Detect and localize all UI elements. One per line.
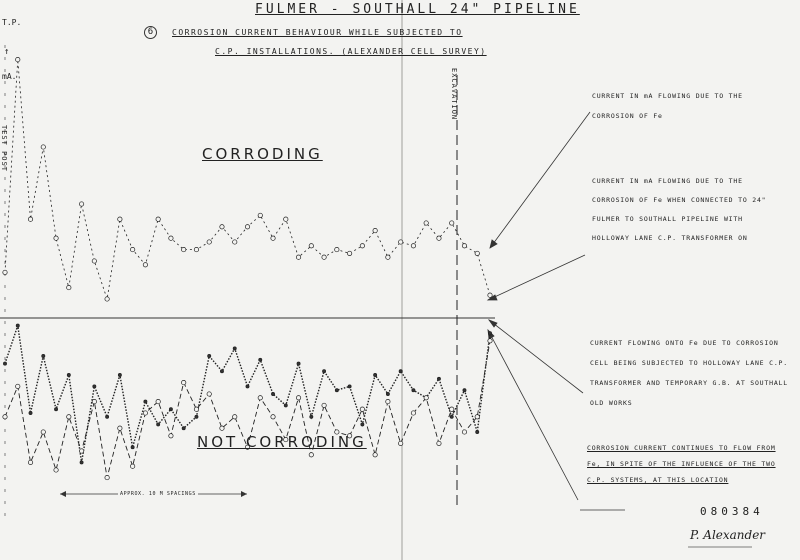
page-title: FULMER - SOUTHALL 24" PIPELINE bbox=[255, 2, 580, 17]
series-2-point bbox=[476, 430, 479, 433]
series-3-point bbox=[169, 434, 173, 438]
series-3-point bbox=[271, 415, 275, 419]
series-1-point bbox=[258, 213, 262, 217]
series-2-point bbox=[29, 411, 32, 414]
series-2-point bbox=[106, 415, 109, 418]
subtitle-line-2: C.P. INSTALLATIONS. (ALEXANDER CELL SURVEY) bbox=[215, 47, 487, 56]
series-1-point bbox=[373, 228, 377, 232]
series-1-point bbox=[271, 236, 275, 240]
series-3-line bbox=[5, 341, 490, 478]
region-label-not-corroding: NOT CORRODING bbox=[197, 433, 367, 451]
series-3-point bbox=[54, 468, 58, 472]
y-axis-unit: mA. bbox=[2, 72, 17, 81]
series-3-point bbox=[309, 453, 313, 457]
series-1-point bbox=[194, 247, 198, 251]
leader-arrow-4 bbox=[488, 330, 578, 500]
series-3-point bbox=[258, 396, 262, 400]
leader-arrows bbox=[488, 112, 590, 500]
series-1-point bbox=[284, 217, 288, 221]
x-scale-arrowhead-right bbox=[241, 491, 247, 497]
series-2-point bbox=[412, 389, 415, 392]
y-axis-up-arrow: ↑ bbox=[4, 47, 10, 57]
series-2-point bbox=[208, 354, 211, 357]
series-1-point bbox=[181, 247, 185, 251]
series-1-point bbox=[386, 255, 390, 259]
series-2-point bbox=[42, 354, 45, 357]
x-scale-label: APPROX. 10 M SPACINGS bbox=[120, 491, 196, 497]
series-1-point bbox=[220, 225, 224, 229]
note-1: CURRENT IN mA FLOWING DUE TO THE CORROSION OF Fe bbox=[592, 92, 743, 120]
series-3-point bbox=[398, 441, 402, 445]
series-3-point bbox=[156, 399, 160, 403]
series-1-point bbox=[398, 240, 402, 244]
series-2-point bbox=[144, 400, 147, 403]
series-3-point bbox=[450, 407, 454, 411]
series-3-point bbox=[424, 396, 428, 400]
series-3-point bbox=[360, 407, 364, 411]
series-2-point bbox=[67, 373, 70, 376]
series-2-point bbox=[54, 408, 57, 411]
note-3: CURRENT FLOWING ONTO Fe DUE TO CORROSION CELL BEING SUBJECTED TO HOLLOWAY LANE C.P. TRANSFORMER AND TEMPORARY G.B. AT SOUTHALL OLD WORKS bbox=[590, 339, 788, 407]
leader-arrowhead-3 bbox=[489, 320, 497, 327]
series-2-point bbox=[399, 370, 402, 373]
series-2-point bbox=[93, 385, 96, 388]
series-1-point bbox=[322, 255, 326, 259]
series-layer bbox=[3, 57, 492, 479]
subtitle-line-1: CORROSION CURRENT BEHAVIOUR WHILE SUBJECTED TO bbox=[172, 28, 463, 37]
series-1-point bbox=[92, 259, 96, 263]
series-1-point bbox=[245, 225, 249, 229]
series-3-point bbox=[67, 415, 71, 419]
series-1-point bbox=[28, 217, 32, 221]
series-3-point bbox=[373, 453, 377, 457]
series-1-point bbox=[309, 244, 313, 248]
series-2-point bbox=[284, 404, 287, 407]
series-2-point bbox=[220, 370, 223, 373]
series-2-point bbox=[182, 427, 185, 430]
series-2-point bbox=[195, 415, 198, 418]
series-2-point bbox=[374, 373, 377, 376]
series-3-point bbox=[437, 441, 441, 445]
series-2-point bbox=[246, 385, 249, 388]
series-2-point bbox=[348, 385, 351, 388]
series-1-point bbox=[360, 244, 364, 248]
series-3-point bbox=[296, 396, 300, 400]
series-1-point bbox=[143, 263, 147, 267]
series-1-line bbox=[5, 60, 490, 299]
series-1-point bbox=[118, 217, 122, 221]
series-2-point bbox=[335, 389, 338, 392]
note-4: CORROSION CURRENT CONTINUES TO FLOW FROM Fe, IN SPITE OF THE INFLUENCE OF THE TWO C.P. SYSTEMS, AT THIS LOCATION bbox=[587, 444, 776, 484]
series-1-point bbox=[411, 244, 415, 248]
series-1-point bbox=[475, 251, 479, 255]
series-2-point bbox=[233, 347, 236, 350]
series-2-point bbox=[157, 423, 160, 426]
leader-arrow-1 bbox=[490, 112, 590, 248]
series-3-point bbox=[233, 415, 237, 419]
series-1-point bbox=[450, 221, 454, 225]
series-1-point bbox=[79, 202, 83, 206]
series-3-point bbox=[143, 411, 147, 415]
series-3-point bbox=[130, 464, 134, 468]
series-1-point bbox=[347, 251, 351, 255]
series-2-point bbox=[361, 423, 364, 426]
series-1-point bbox=[233, 240, 237, 244]
series-3-point bbox=[462, 430, 466, 434]
series-1-point bbox=[488, 293, 492, 297]
excavation-label: EXCAVATION bbox=[450, 68, 458, 121]
series-2-point bbox=[322, 370, 325, 373]
series-1-point bbox=[105, 297, 109, 301]
series-1-point bbox=[296, 255, 300, 259]
series-3-point bbox=[475, 415, 479, 419]
series-2-point bbox=[16, 324, 19, 327]
note-2: CURRENT IN mA FLOWING DUE TO THE CORROSION OF Fe WHEN CONNECTED TO 24" FULMER TO SOUTHALL PIPELINE WITH HOLLOWAY LANE C.P. TRANSFORMER ON bbox=[592, 177, 767, 242]
x-scale-arrowhead-left bbox=[60, 491, 66, 497]
series-2-point bbox=[169, 408, 172, 411]
leader-arrow-2 bbox=[488, 255, 585, 300]
series-2-point bbox=[3, 362, 6, 365]
series-2-point bbox=[463, 389, 466, 392]
series-2-point bbox=[118, 373, 121, 376]
series-2-point bbox=[297, 362, 300, 365]
leader-arrow-3 bbox=[489, 320, 583, 393]
series-2-point bbox=[259, 358, 262, 361]
figure-number: 6 bbox=[144, 26, 157, 39]
series-3-point bbox=[488, 339, 492, 343]
y-axis-label-top: T.P. bbox=[2, 18, 22, 27]
series-2-point bbox=[450, 415, 453, 418]
series-3-point bbox=[220, 426, 224, 430]
series-3-point bbox=[105, 475, 109, 479]
date-stamp: 080384 bbox=[700, 505, 764, 518]
series-1-point bbox=[462, 244, 466, 248]
series-2-point bbox=[310, 415, 313, 418]
series-3-point bbox=[79, 449, 83, 453]
series-1-point bbox=[207, 240, 211, 244]
y-axis-label-vertical: TEST POST bbox=[0, 125, 8, 172]
series-2-point bbox=[488, 332, 491, 335]
series-3-point bbox=[41, 430, 45, 434]
signature: P. Alexander bbox=[690, 528, 766, 542]
series-3-point bbox=[322, 403, 326, 407]
series-1-point bbox=[437, 236, 441, 240]
series-1-point bbox=[169, 236, 173, 240]
series-1-point bbox=[335, 247, 339, 251]
series-1-point bbox=[67, 285, 71, 289]
series-3-point bbox=[181, 380, 185, 384]
series-2-point bbox=[386, 392, 389, 395]
series-1-point bbox=[54, 236, 58, 240]
series-1-point bbox=[41, 145, 45, 149]
series-2-point bbox=[80, 461, 83, 464]
series-3-point bbox=[28, 460, 32, 464]
series-1-point bbox=[3, 270, 7, 274]
series-3-point bbox=[3, 415, 7, 419]
leader-arrowhead-1 bbox=[490, 240, 497, 248]
series-3-point bbox=[411, 411, 415, 415]
series-3-point bbox=[118, 426, 122, 430]
series-1-point bbox=[16, 57, 20, 61]
series-3-point bbox=[16, 384, 20, 388]
series-2-point bbox=[131, 446, 134, 449]
region-label-corroding: CORRODING bbox=[202, 145, 323, 163]
series-1-point bbox=[424, 221, 428, 225]
series-3-point bbox=[194, 407, 198, 411]
series-1-point bbox=[156, 217, 160, 221]
series-1-point bbox=[130, 247, 134, 251]
series-2-point bbox=[271, 392, 274, 395]
series-2-point bbox=[437, 377, 440, 380]
series-3-point bbox=[207, 392, 211, 396]
series-3-point bbox=[386, 399, 390, 403]
series-3-point bbox=[92, 399, 96, 403]
